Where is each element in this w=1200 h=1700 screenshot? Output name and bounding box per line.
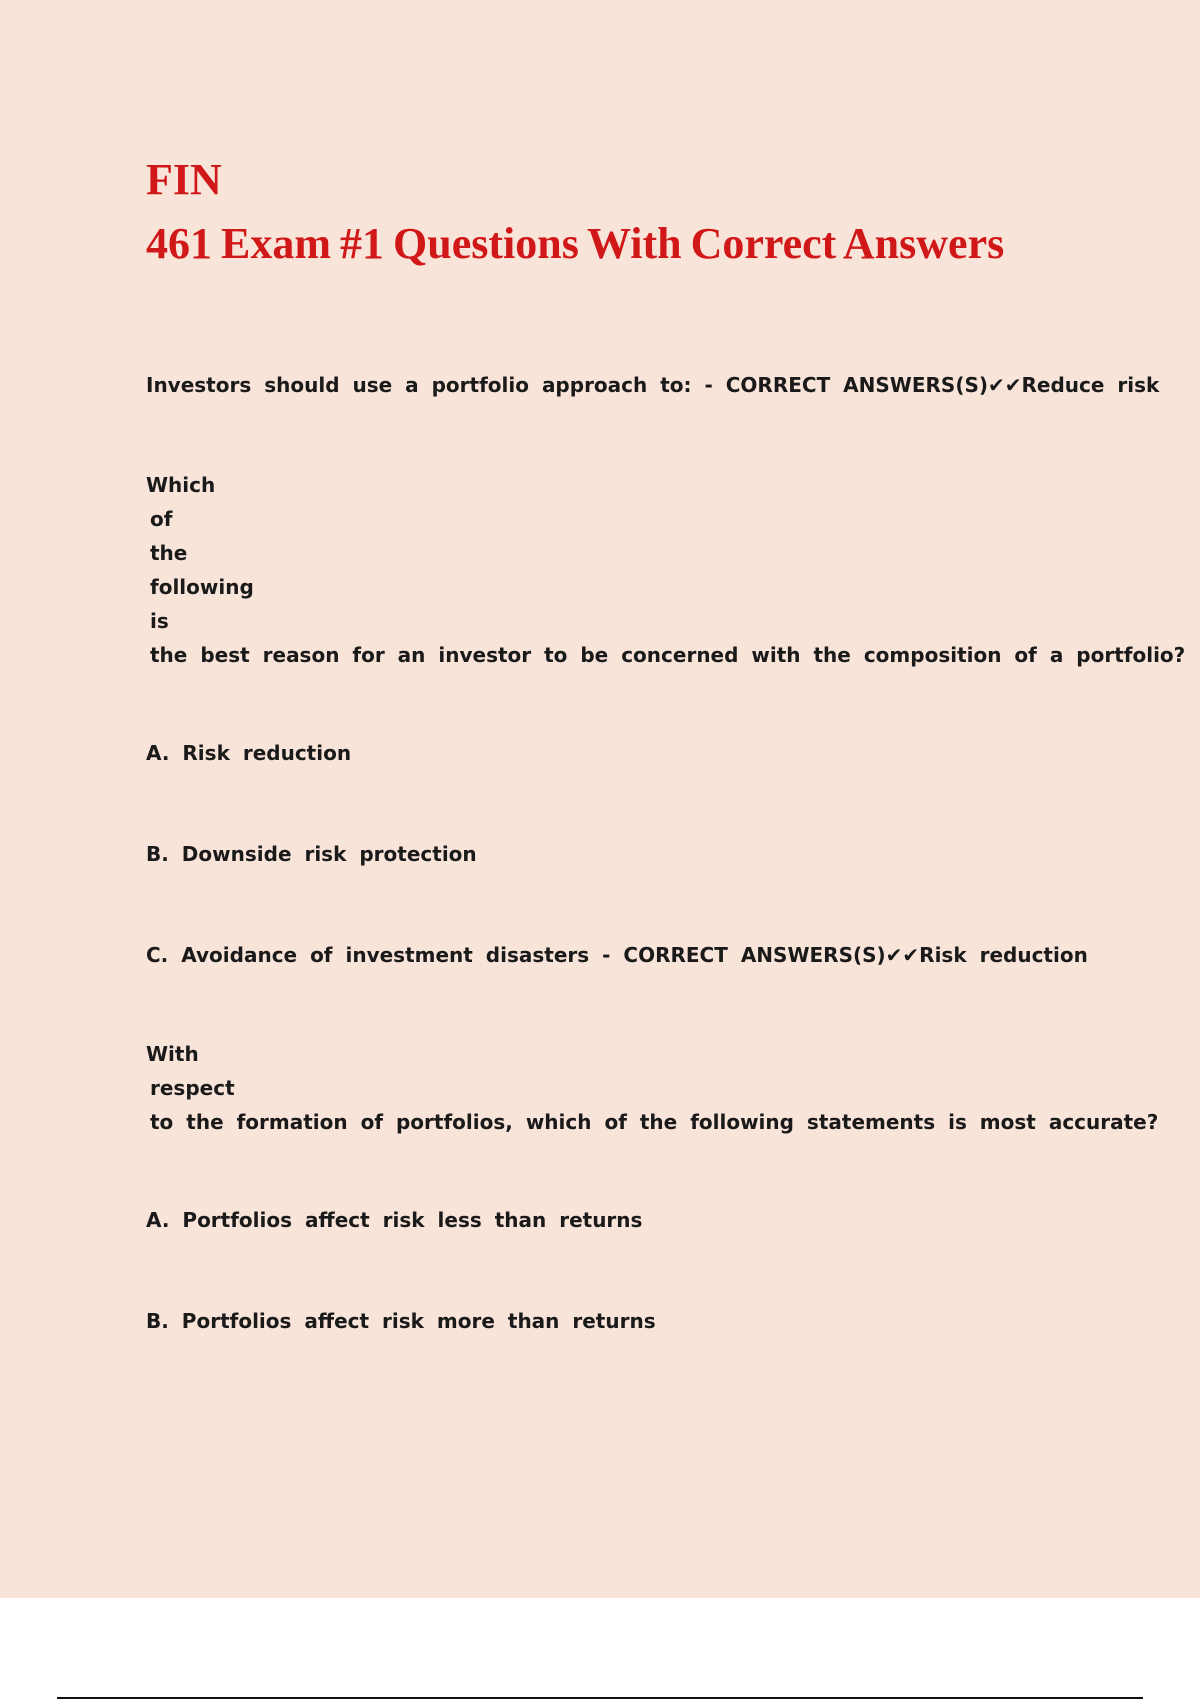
document-title: [146, 148, 1004, 276]
question-2-word: is: [150, 609, 169, 633]
question-3-option-a: A. Portfolios affect risk less than returns: [146, 1208, 643, 1232]
question-3-option-b: B. Portfolios affect risk more than returns: [146, 1309, 656, 1333]
question-1: Investors should use a portfolio approach to: - CORRECT ANSWERS(S)✔✔Reduce risk: [146, 373, 1160, 397]
title-line-1: FIN: [146, 155, 222, 204]
question-2-word: the: [150, 541, 188, 565]
question-3-word: respect: [150, 1076, 235, 1100]
question-2-word: following: [150, 575, 254, 599]
question-2-word: of: [150, 507, 173, 531]
question-2: [146, 468, 1185, 672]
title-line-2: 461 Exam #1 Questions With Correct Answers: [146, 219, 1005, 268]
question-2-word: Which: [146, 473, 216, 497]
question-2-option-c: C. Avoidance of investment disasters - CORRECT ANSWERS(S)✔✔Risk reduction: [146, 943, 1088, 967]
question-3-word: With: [146, 1042, 199, 1066]
question-3: [146, 1037, 1158, 1139]
question-2-option-a: A. Risk reduction: [146, 741, 352, 765]
question-2-rest: the best reason for an investor to be concerned with the composition of a portfolio?: [150, 643, 1186, 667]
question-3-rest: to the formation of portfolios, which of the following statements is most accurate?: [150, 1110, 1159, 1134]
footer-divider: [57, 1697, 1143, 1699]
question-2-option-b: B. Downside risk protection: [146, 842, 477, 866]
